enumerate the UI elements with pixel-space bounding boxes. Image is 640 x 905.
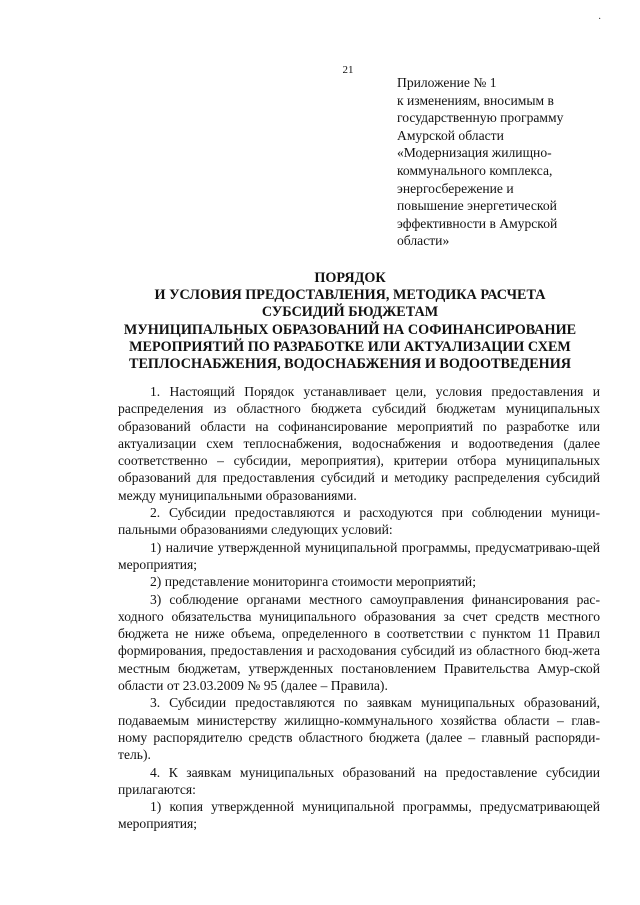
title-line: И УСЛОВИЯ ПРЕДОСТАВЛЕНИЯ, МЕТОДИКА РАСЧЕТА xyxy=(154,287,546,304)
document-body xyxy=(118,383,600,833)
title-line: МЕРОПРИЯТИЙ ПО РАЗРАБОТКЕ ИЛИ АКТУАЛИЗАЦИИ СХЕМ xyxy=(129,338,571,355)
appendix-line: коммунального комплекса, xyxy=(397,162,553,178)
appendix-line: «Модернизация жилищно- xyxy=(397,145,552,161)
appendix-line: повышение энергетической xyxy=(397,198,557,214)
paragraph: 1) наличие утвержденной муниципальной программы, предусматриваю-щей мероприятия; xyxy=(118,539,600,572)
appendix-note xyxy=(397,74,617,250)
paragraph: 3) соблюдение органами местного самоуправления финансирования рас-ходного обязательства муниципального образования за счет средств местного бюджета не ниже объема, определенного в соответствии с пунктом 11 Правил формирования, предоставления и расходования субсидий из областного бюд-жета местным бюджетам, утвержденных постановлением Правительства Амур-ской области от 23.03.2009 № 95 (далее – Правила). xyxy=(118,591,600,694)
appendix-line: энергосбережение и xyxy=(397,180,514,196)
appendix-line: эффективности в Амурской xyxy=(397,215,558,231)
paragraph: 2. Субсидии предоставляются и расходуются при соблюдении муници-пальными образованиями следующих условий: xyxy=(118,505,600,538)
appendix-line: к изменениям, вносимым в xyxy=(397,92,554,108)
title-line: СУБСИДИЙ БЮДЖЕТАМ xyxy=(261,304,439,321)
appendix-line: Амурской области xyxy=(397,127,504,143)
paragraph: 1) копия утвержденной муниципальной программы, предусматривающей мероприятия; xyxy=(118,799,600,832)
paragraph: 1. Настоящий Порядок устанавливает цели, условия предоставления и распределения из областного бюджета субсидий бюджетам муниципальных образований области на софинансирование мероприятий по разработке или актуализации схем теплоснабжения, водоснабжения и водоотведения (далее соответственно – субсидии, мероприятия), критерии отбора муниципальных образований для предоставления субсидий и методику распределения субсидий между муниципальными образованиями. xyxy=(118,384,600,503)
appendix-line: государственную программу xyxy=(397,110,564,126)
appendix-line: Приложение № 1 xyxy=(397,75,497,90)
document-title xyxy=(100,270,600,373)
page-number: 21 xyxy=(342,64,354,76)
paragraph: 4. К заявкам муниципальных образований на предоставление субсидии прилагаются: xyxy=(118,764,600,797)
corner-mark: · xyxy=(598,14,602,25)
title-line: МУНИЦИПАЛЬНЫХ ОБРАЗОВАНИЙ НА СОФИНАНСИРОВАНИЕ xyxy=(123,321,577,338)
paragraph: 2) представление мониторинга стоимости мероприятий; xyxy=(150,574,476,590)
title-line: ТЕПЛОСНАБЖЕНИЯ, ВОДОСНАБЖЕНИЯ И ВОДООТВЕДЕНИЯ xyxy=(128,356,571,373)
title-line: ПОРЯДОК xyxy=(314,270,386,286)
appendix-line: области» xyxy=(397,233,450,249)
paragraph: 3. Субсидии предоставляются по заявкам муниципальных образований, подаваемым министерству жилищно-коммунального хозяйства области – глав-ному распорядителю средств областного бюджета (далее – главный распоряди-тель). xyxy=(118,695,600,763)
